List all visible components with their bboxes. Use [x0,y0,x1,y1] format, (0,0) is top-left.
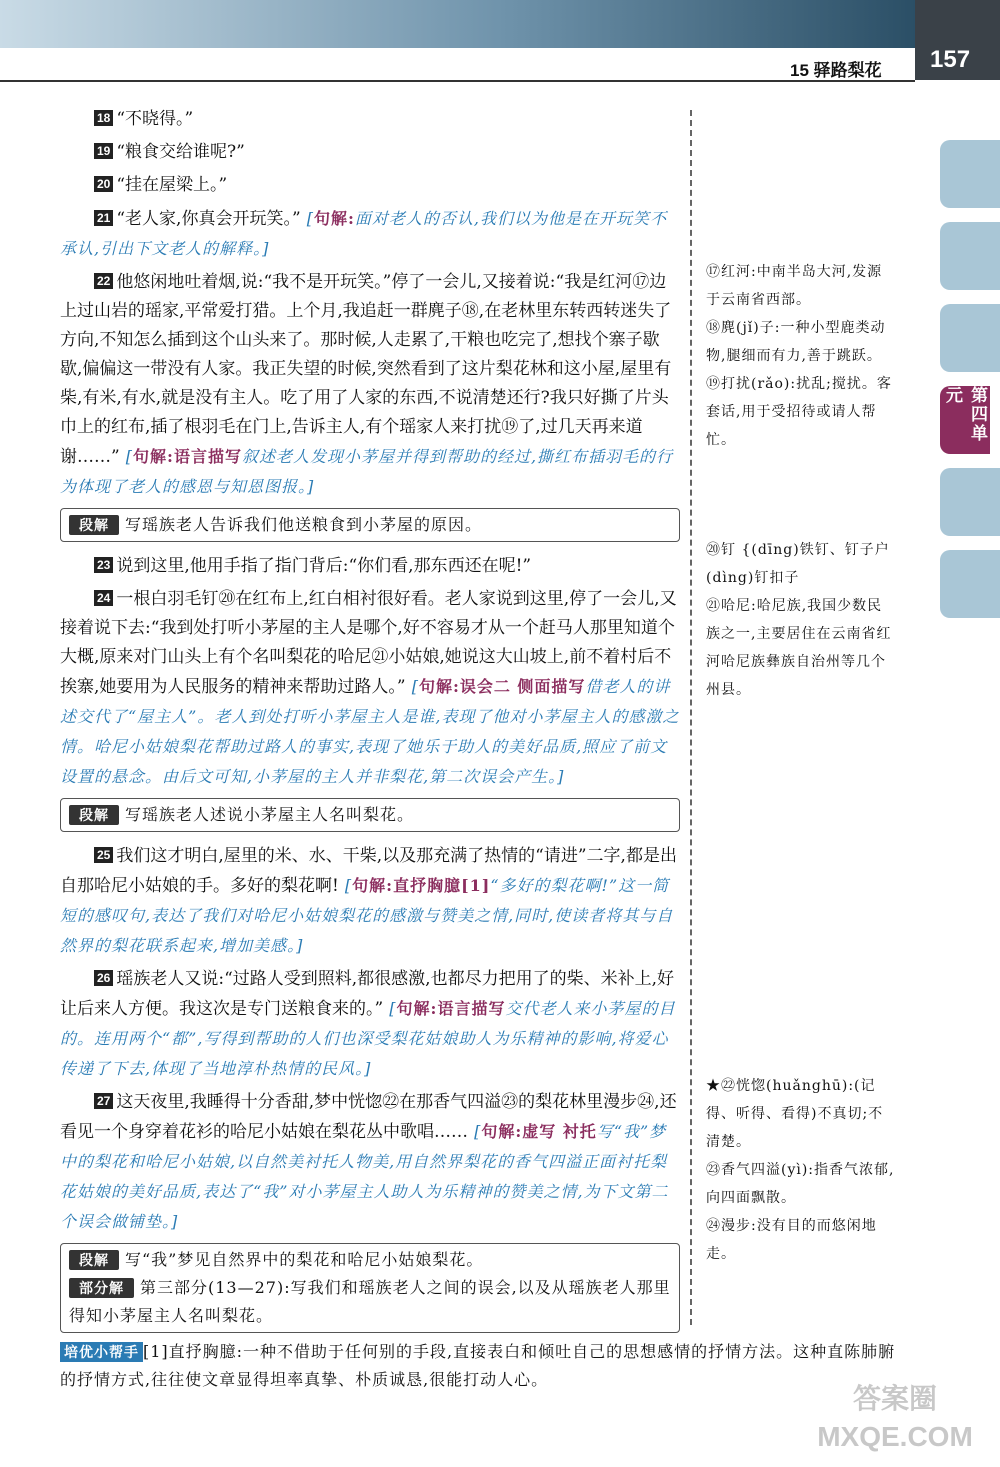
annotation: [句解:虚写 衬托写“我”梦中的梨花和哈尼小姑娘,以自然美衬托人物美,用自然界梨花的香气四溢正面衬托梨花姑娘的美好品质,表达了“我”对小茅屋主人助人为乐精神的赞美之情,为下文第二个误会做铺垫。] [60,1122,669,1231]
paragraph-summary [60,508,680,542]
paragraph-number: 20 [94,176,113,192]
paragraph [60,842,680,961]
paragraph-text: 这天夜里,我睡得十分香甜,梦中恍惚㉒在那香气四溢㉓的梨花林里漫步㉔,还看见一个身穿着花衫的哈尼小姑娘在梨花丛中歌唱…… [60,1092,677,1142]
summary-label: 段解 [69,805,119,825]
tip-label: 培优小帮手 [60,1342,143,1362]
side-note: ⑰红河:中南半岛大河,发源于云南省西部。 [706,264,883,308]
annotation-text: 交代老人来小茅屋的目的。连用两个“都”,写得到帮助的人们也深受梨花姑娘助人为乐精神的影响,将爱心传递了下去,体现了当地淳朴热情的民风。] [60,999,676,1078]
part-summary-label: 部分解 [69,1278,134,1298]
side-note: ⑱麂(jǐ)子:一种小型鹿类动物,腿细而有力,善于跳跃。 [706,320,886,364]
annotation: [句解:面对老人的否认,我们以为他是在开玩笑不承认,引出下文老人的解释。] [60,209,667,258]
paragraph [60,138,680,167]
annotation-text: 面对老人的否认,我们以为他是在开玩笑不承认,引出下文老人的解释。] [60,209,667,258]
annotation-text: “多好的梨花啊!”这一简短的感叹句,表达了我们对哈尼小姑娘梨花的感激与赞美之情,同时,使读者将其与自然界的梨花联系起来,增加美感。] [60,876,674,955]
annotation-text: 借老人的讲述交代了“屋主人”。老人到处打听小茅屋主人是谁,表现了他对小茅屋主人的感激之情。哈尼小姑娘梨花帮助过路人的事实,表现了她乐于助人的美好品质,照应了前文设置的悬念。由后文可知,小茅屋的主人并非梨花,第二次误会产生。] [60,677,680,786]
paragraph-text: “老人家,你真会开玩笑。” [116,209,301,229]
paragraph-summary [60,1243,680,1333]
paragraph-text: 我们这才明白,屋里的米、水、干柴,以及那充满了热情的“请进”二字,都是出自那哈尼小姑娘的手。多好的梨花啊! [60,846,677,896]
unit-tabs [940,140,1000,632]
summary-text: 写瑶族老人告诉我们他送粮食到小茅屋的原因。 [125,515,483,534]
annotation: [句解:误会二 侧面描写借老人的讲述交代了“屋主人”。老人到处打听小茅屋主人是谁,表现了他对小茅屋主人的感激之情。哈尼小姑娘梨花帮助过路人的事实,表现了她乐于助人的美好品质,照应了前文设置的悬念。由后文可知,小茅屋的主人并非梨花,第二次误会产生。] [60,677,680,786]
paragraph-group-2 [60,552,680,792]
paragraph-summary [60,798,680,832]
summary-text: 写瑶族老人述说小茅屋主人名叫梨花。 [125,805,415,824]
paragraph [60,1088,680,1237]
page-number: 157 [930,46,971,73]
summary-label: 段解 [69,515,119,535]
annotation-label: 句解:虚写 衬托 [481,1122,597,1141]
paragraph [60,171,680,200]
annotation-text: 写“我”梦中的梨花和哈尼小姑娘,以自然美衬托人物美,用自然界梨花的香气四溢正面衬托梨花姑娘的美好品质,表达了“我”对小茅屋主人助人为乐精神的赞美之情,为下文第二个误会做铺垫。] [60,1122,669,1231]
study-tip [60,1338,900,1394]
chapter-title: 15 驿路梨花 [790,61,882,80]
paragraph-number: 25 [94,847,113,863]
paragraph [60,585,680,792]
annotation-text: 叙述老人发现小茅屋并得到帮助的经过,撕红布插羽毛的行为体现了老人的感恩与知恩图报。] [60,447,674,496]
paragraph [60,268,680,502]
annotation-label: 句解:误会二 侧面描写 [418,677,586,696]
paragraph-text: 他悠闲地吐着烟,说:“我不是开玩笑。”停了一会儿,又接着说:“我是红河⑰边上过山岩的瑶家,平常爱打猎。上个月,我追赶一群麂子⑱,在老林里东转西转迷失了方向,不知怎么插到这个山头来了。那时候,人走累了,干粮也吃完了,想找个寨子歇歇,偏偏这一带没有人家。我正失望的时候,突然看到了这片梨花林和这小屋,屋里有柴,有米,有水,就是没有主人。吃了用了人家的东西,不说清楚还行?我只好撕了片头巾上的红布,插了根羽毛在门上,告诉主人,有个瑶家人来打扰⑲了,过几天再来道谢……” [60,272,672,467]
unit-tab[interactable] [940,304,1000,372]
summary-label: 段解 [69,1250,119,1270]
paragraph-text: 瑶族老人又说:“过路人受到照料,都很感激,也都尽力把用了的柴、米补上,好让后来人方便。我这次是专门送粮食来的。” [60,969,674,1019]
paragraph-group-3 [60,842,680,1237]
annotation: [句解:直抒胸臆[1]“多好的梨花啊!”这一简短的感叹句,表达了我们对哈尼小姑娘梨花的感激与赞美之情,同时,使读者将其与自然界的梨花联系起来,增加美感。] [60,876,674,955]
tip-text: [1]直抒胸臆:一种不借助于任何别的手段,直接表白和倾吐自己的思想感情的抒情方法。这种直陈肺腑的抒情方式,往往使文章显得坦率真挚、朴质诚恳,很能打动人心。 [60,1342,896,1389]
side-note: ★㉒恍惚(huǎnghū):(记得、听得、看得)不真切;不清楚。 [706,1078,884,1150]
annotation: [句解:语言描写交代老人来小茅屋的目的。连用两个“都”,写得到帮助的人们也深受梨花姑娘助人为乐精神的影响,将爱心传递了下去,体现了当地淳朴热情的民风。] [60,999,676,1078]
unit-tab[interactable] [940,222,1000,290]
side-note: ⑲打扰(rǎo):扰乱;搅扰。客套话,用于受招待或请人帮忙。 [706,376,892,448]
paragraph [60,105,680,134]
side-note: ㉑哈尼:哈尼族,我国少数民族之一,主要居住在云南省红河哈尼族彝族自治州等几个州县。 [706,598,892,698]
paragraph-number: 24 [94,590,113,606]
side-note: ㉔漫步:没有目的而悠闲地走。 [706,1218,877,1262]
paragraph-number: 18 [94,110,113,126]
paragraph-text: “挂在屋梁上。” [116,175,228,195]
paragraph-text: 说到这里,他用手指了指门背后:“你们看,那东西还在呢!” [116,556,532,576]
unit-tab[interactable] [940,140,1000,208]
paragraph-number: 23 [94,557,113,573]
paragraph-group-1 [60,105,680,502]
watermark-logo: 答案圈 MXQE.COM [817,1383,973,1452]
side-notes-3 [706,1072,896,1268]
side-note: ⑳钉 {(dīng)铁钉、钉子户 (dìng)钉扣子 [706,542,890,586]
paragraph-number: 22 [94,273,113,289]
paragraph-text: “粮食交给谁呢?” [116,142,245,162]
header-banner [0,0,915,48]
side-note: ㉓香气四溢(yì):指香气浓郁,向四面飘散。 [706,1162,895,1206]
unit-tab-active[interactable]: 第四单元 [940,386,990,454]
side-notes-2 [706,536,896,704]
paragraph-number: 19 [94,143,113,159]
annotation-label: 句解:语言描写 [133,447,242,466]
annotation-label: 句解:直抒胸臆[1] [352,876,491,895]
side-notes-1 [706,258,896,454]
column-divider [690,110,692,1325]
annotation: [句解:语言描写叙述老人发现小茅屋并得到帮助的经过,撕红布插羽毛的行为体现了老人的感恩与知恩图报。] [60,447,674,496]
main-text [60,105,680,1343]
paragraph-text: 一根白羽毛钉⑳在红布上,红白相衬很好看。老人家说到这里,停了一会儿,又接着说下去:“我到处打听小茅屋的主人是哪个,好不容易才从一个赶马人那里知道个大概,原来对门山头上有个名叫梨花的哈尼㉑小姑娘,她说这大山坡上,前不着村后不挨寨,她要用为人民服务的精神来帮助过路人。” [60,589,677,697]
paragraph [60,965,680,1084]
paragraph [60,204,680,264]
unit-tab[interactable] [940,468,1000,536]
paragraph-number: 26 [94,970,113,986]
part-summary-text: 第三部分(13—27):写我们和瑶族老人之间的误会,以及从瑶族老人那里得知小茅屋主人名叫梨花。 [69,1278,671,1325]
annotation-label: 句解: [313,209,355,228]
unit-tab[interactable] [940,550,1000,618]
header-rule [0,80,915,82]
paragraph-number: 21 [94,210,113,226]
annotation-label: 句解:语言描写 [396,999,506,1018]
paragraph [60,552,680,581]
paragraph-text: “不晓得。” [116,109,194,129]
paragraph-number: 27 [94,1093,113,1109]
summary-text: 写“我”梦见自然界中的梨花和哈尼小姑娘梨花。 [125,1250,484,1269]
